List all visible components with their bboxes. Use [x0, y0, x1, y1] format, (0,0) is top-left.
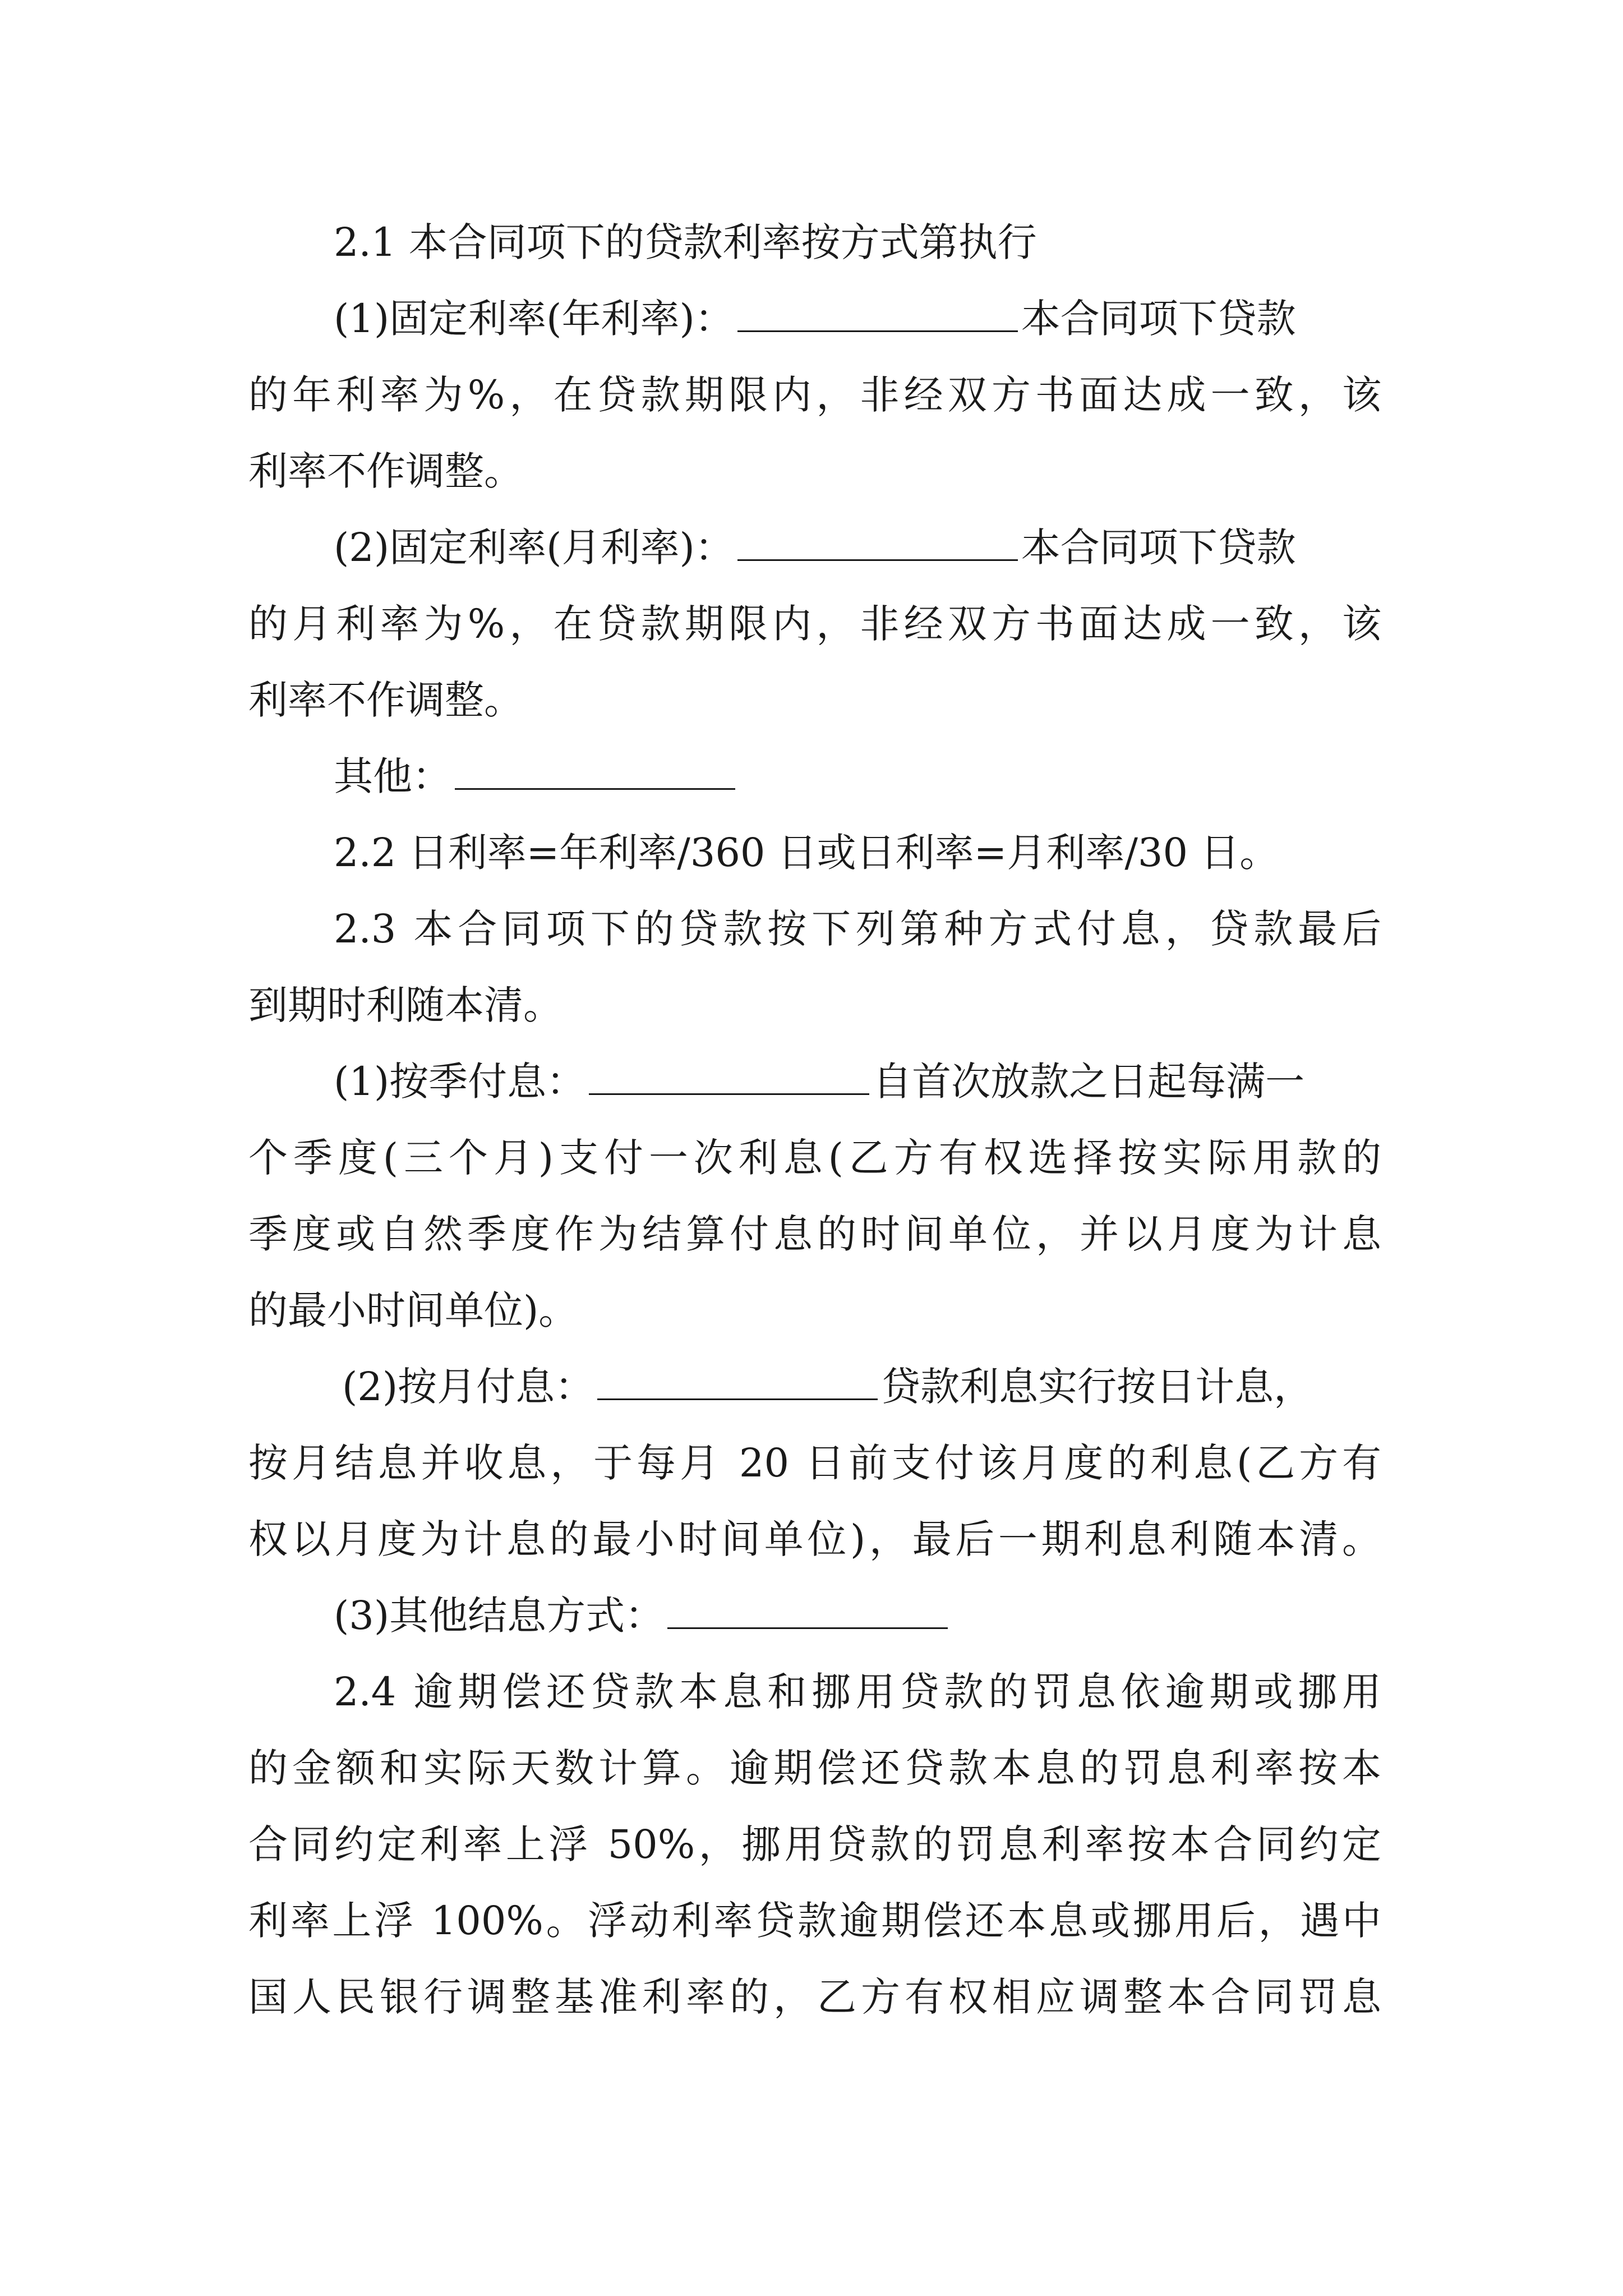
clause-2-1-other: [334, 737, 1381, 816]
fill-in-blank[interactable]: [737, 527, 1018, 561]
clause-text: 的最小时间单位)。: [248, 1287, 578, 1333]
clause-line: [248, 1805, 1381, 1884]
clause-text: 利率上浮 100%。浮动利率贷款逾期偿还本息或挪用后，遇中: [248, 1898, 1381, 1944]
clause-line: [248, 1119, 1381, 1197]
clause-text: 本合同项下贷款: [1021, 296, 1296, 342]
clause-line: [248, 966, 1381, 1045]
clause-line: [248, 1958, 1381, 2036]
clause-text: 2.1 本合同项下的贷款利率按方式第执行: [334, 219, 1037, 265]
clause-2-1-option-1: [334, 279, 1381, 358]
clause-line: [248, 1195, 1381, 1273]
clause-line: [248, 356, 1381, 434]
clause-2-2: [334, 813, 1381, 892]
clause-line: [248, 1500, 1381, 1579]
clause-text: 本合同项下贷款: [1021, 524, 1296, 570]
clause-text: 利率不作调整。: [248, 448, 523, 494]
clause-text: 到期时利随本清。: [248, 982, 562, 1028]
clause-text: 的金额和实际天数计算。逾期偿还贷款本息的罚息利率按本: [248, 1745, 1381, 1791]
clause-line: [248, 1729, 1381, 1807]
clause-text: 2.2 日利率=年利率/360 日或日利率=月利率/30 日。: [334, 830, 1279, 876]
clause-line: [248, 661, 1381, 739]
clause-line: [248, 1271, 1381, 1350]
clause-2-3-option-3: [334, 1576, 1381, 1655]
fill-in-blank[interactable]: [589, 1061, 869, 1095]
clause-line: [248, 1881, 1381, 1960]
clause-line: [248, 585, 1381, 663]
clause-text: 合同约定利率上浮 50%，挪用贷款的罚息利率按本合同约定: [248, 1821, 1381, 1867]
clause-text: 2.3 本合同项下的贷款按下列第种方式付息，贷款最后: [334, 906, 1381, 952]
clause-text: 的月利率为%，在贷款期限内，非经双方书面达成一致，该: [248, 601, 1381, 647]
clause-text: 权以月度为计息的最小时间单位)，最后一期利息利随本清。: [248, 1516, 1381, 1562]
clause-2-4: [334, 1653, 1381, 1731]
clause-2-3: [334, 890, 1381, 968]
clause-text: 2.4 逾期偿还贷款本息和挪用贷款的罚息依逾期或挪用: [334, 1669, 1381, 1715]
clause-2-1-option-2: [334, 508, 1381, 587]
clause-text: 利率不作调整。: [248, 677, 523, 723]
clause-text: 的年利率为%，在贷款期限内，非经双方书面达成一致，该: [248, 372, 1381, 418]
clause-text: 国人民银行调整基准利率的，乙方有权相应调整本合同罚息: [248, 1974, 1381, 2020]
clause-text: 季度或自然季度作为结算付息的时间单位，并以月度为计息: [248, 1211, 1381, 1257]
fill-in-blank[interactable]: [667, 1595, 948, 1629]
clause-text: (2)固定利率(月利率)：: [334, 524, 734, 570]
clause-text: 其他：: [334, 753, 451, 799]
clause-text: (1)固定利率(年利率)：: [334, 296, 734, 342]
clause-line: [248, 1424, 1381, 1502]
clause-text: 个季度(三个月)支付一次利息(乙方有权选择按实际用款的: [248, 1135, 1381, 1181]
clause-text: (3)其他结息方式：: [334, 1593, 665, 1639]
clause-text: 自首次放款之日起每满一: [873, 1059, 1305, 1105]
fill-in-blank[interactable]: [597, 1366, 878, 1400]
clause-2-3-option-2: [342, 1347, 1390, 1426]
fill-in-blank[interactable]: [737, 298, 1018, 332]
clause-text: (2)按月付息：: [342, 1364, 594, 1410]
fill-in-blank[interactable]: [455, 756, 735, 790]
clause-2-3-option-1: [334, 1042, 1381, 1121]
clause-2-1: [334, 203, 1381, 282]
clause-text: 按月结息并收息，于每月 20 日前支付该月度的利息(乙方有: [248, 1440, 1381, 1486]
clause-text: (1)按季付息：: [334, 1059, 586, 1105]
clause-text: 贷款利息实行按日计息，: [881, 1364, 1313, 1410]
clause-line: [248, 432, 1381, 510]
